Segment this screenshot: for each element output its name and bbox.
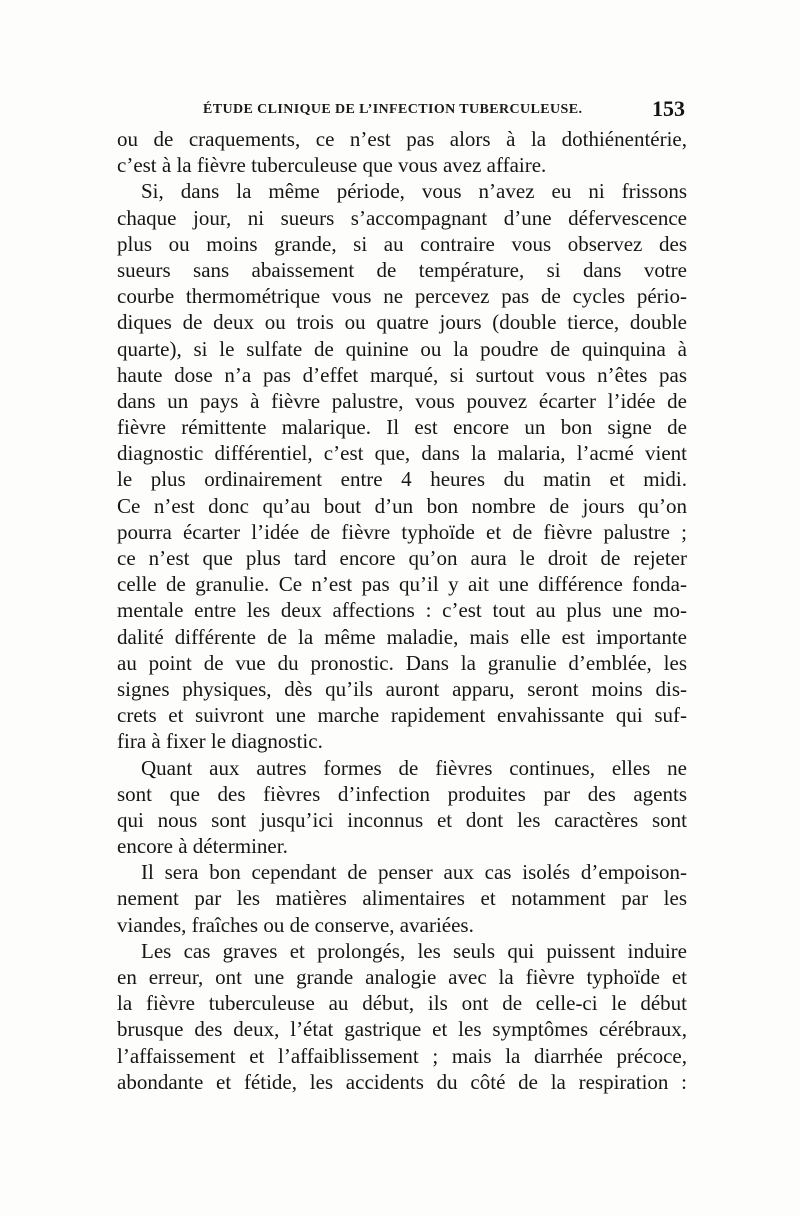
paragraph-first-line: Il sera bon cependant de penser aux cas isolés d’empoison- [141,860,687,885]
body-text [117,126,687,1095]
text-line: signes physiques, dès qu’ils auront apparu, seront moins dis- [117,676,687,701]
paragraph-first-line: Quant aux autres formes de fièvres continues, elles ne [141,755,687,780]
text-line: le plus ordinairement entre 4 heures du matin et midi. [117,467,687,492]
text-line: pourra écarter l’idée de fièvre typhoïde et de fièvre palustre ; [117,519,687,544]
paragraph-first-line: Si, dans la même période, vous n’avez eu ni frissons [141,179,687,204]
text-line: haute dose n’a pas d’effet marqué, si surtout vous n’êtes pas [117,362,687,387]
page-header [117,96,685,126]
text-line: plus ou moins grande, si au contraire vous observez des [117,231,687,256]
text-line: Ce n’est donc qu’au bout d’un bon nombre de jours qu’on [117,493,687,518]
text-line: diques de deux ou trois ou quatre jours (double tierce, double [117,310,687,335]
text-line: crets et suivront une marche rapidement envahissante qui suf- [117,703,687,728]
text-line: nement par les matières alimentaires et notamment par les [117,886,687,911]
text-line: abondante et fétide, les accidents du côté de la respiration : [117,1069,687,1094]
text-line: courbe thermométrique vous ne percevez pas de cycles pério- [117,284,687,309]
text-line: viandes, fraîches ou de conserve, avariées. [117,912,474,937]
text-line: mentale entre les deux affections : c’est tout au plus une mo- [117,598,687,623]
text-line: la fièvre tuberculeuse au début, ils ont de celle-ci le début [117,991,687,1016]
text-line: brusque des deux, l’état gastrique et les symptômes cérébraux, [117,1017,687,1042]
text-line: c’est à la fièvre tuberculeuse que vous avez affaire. [117,153,547,178]
text-line: dans un pays à fièvre palustre, vous pouvez écarter l’idée de [117,388,687,413]
text-line: au point de vue du pronostic. Dans la granulie d’emblée, les [117,650,687,675]
page-number: 153 [652,96,685,121]
text-line: ou de craquements, ce n’est pas alors à la dothiénentérie, [117,127,687,151]
text-line: diagnostic différentiel, c’est que, dans la malaria, l’acmé vient [117,441,687,466]
text-line: celle de granulie. Ce n’est pas qu’il y ait une différence fonda- [117,572,687,597]
text-line: encore à déterminer. [117,834,288,859]
text-line: chaque jour, ni sueurs s’accompagnant d’une défervescence [117,205,687,230]
text-line: sueurs sans abaissement de température, si dans votre [117,257,687,282]
text-line: quarte), si le sulfate de quinine ou la poudre de quinquina à [117,336,687,361]
text-line: dalité différente de la même maladie, mais elle est importante [117,624,687,649]
text-line: fira à fixer le diagnostic. [117,729,323,754]
text-line: fièvre rémittente malarique. Il est encore un bon signe de [117,415,687,440]
text-line: l’affaissement et l’affaiblissement ; mais la diarrhée précoce, [117,1043,687,1068]
text-line: sont que des fièvres d’infection produites par des agents [117,781,687,806]
text-line: ce n’est que plus tard encore qu’on aura le droit de rejeter [117,546,687,570]
running-head: ÉTUDE CLINIQUE DE L’INFECTION TUBERCULEUSE. [203,102,583,117]
text-line: en erreur, ont une grande analogie avec la fièvre typhoïde et [117,965,687,989]
text-line: qui nous sont jusqu’ici inconnus et dont les caractères sont [117,807,687,832]
paragraph-first-line: Les cas graves et prolongés, les seuls qui puissent induire [141,938,687,963]
